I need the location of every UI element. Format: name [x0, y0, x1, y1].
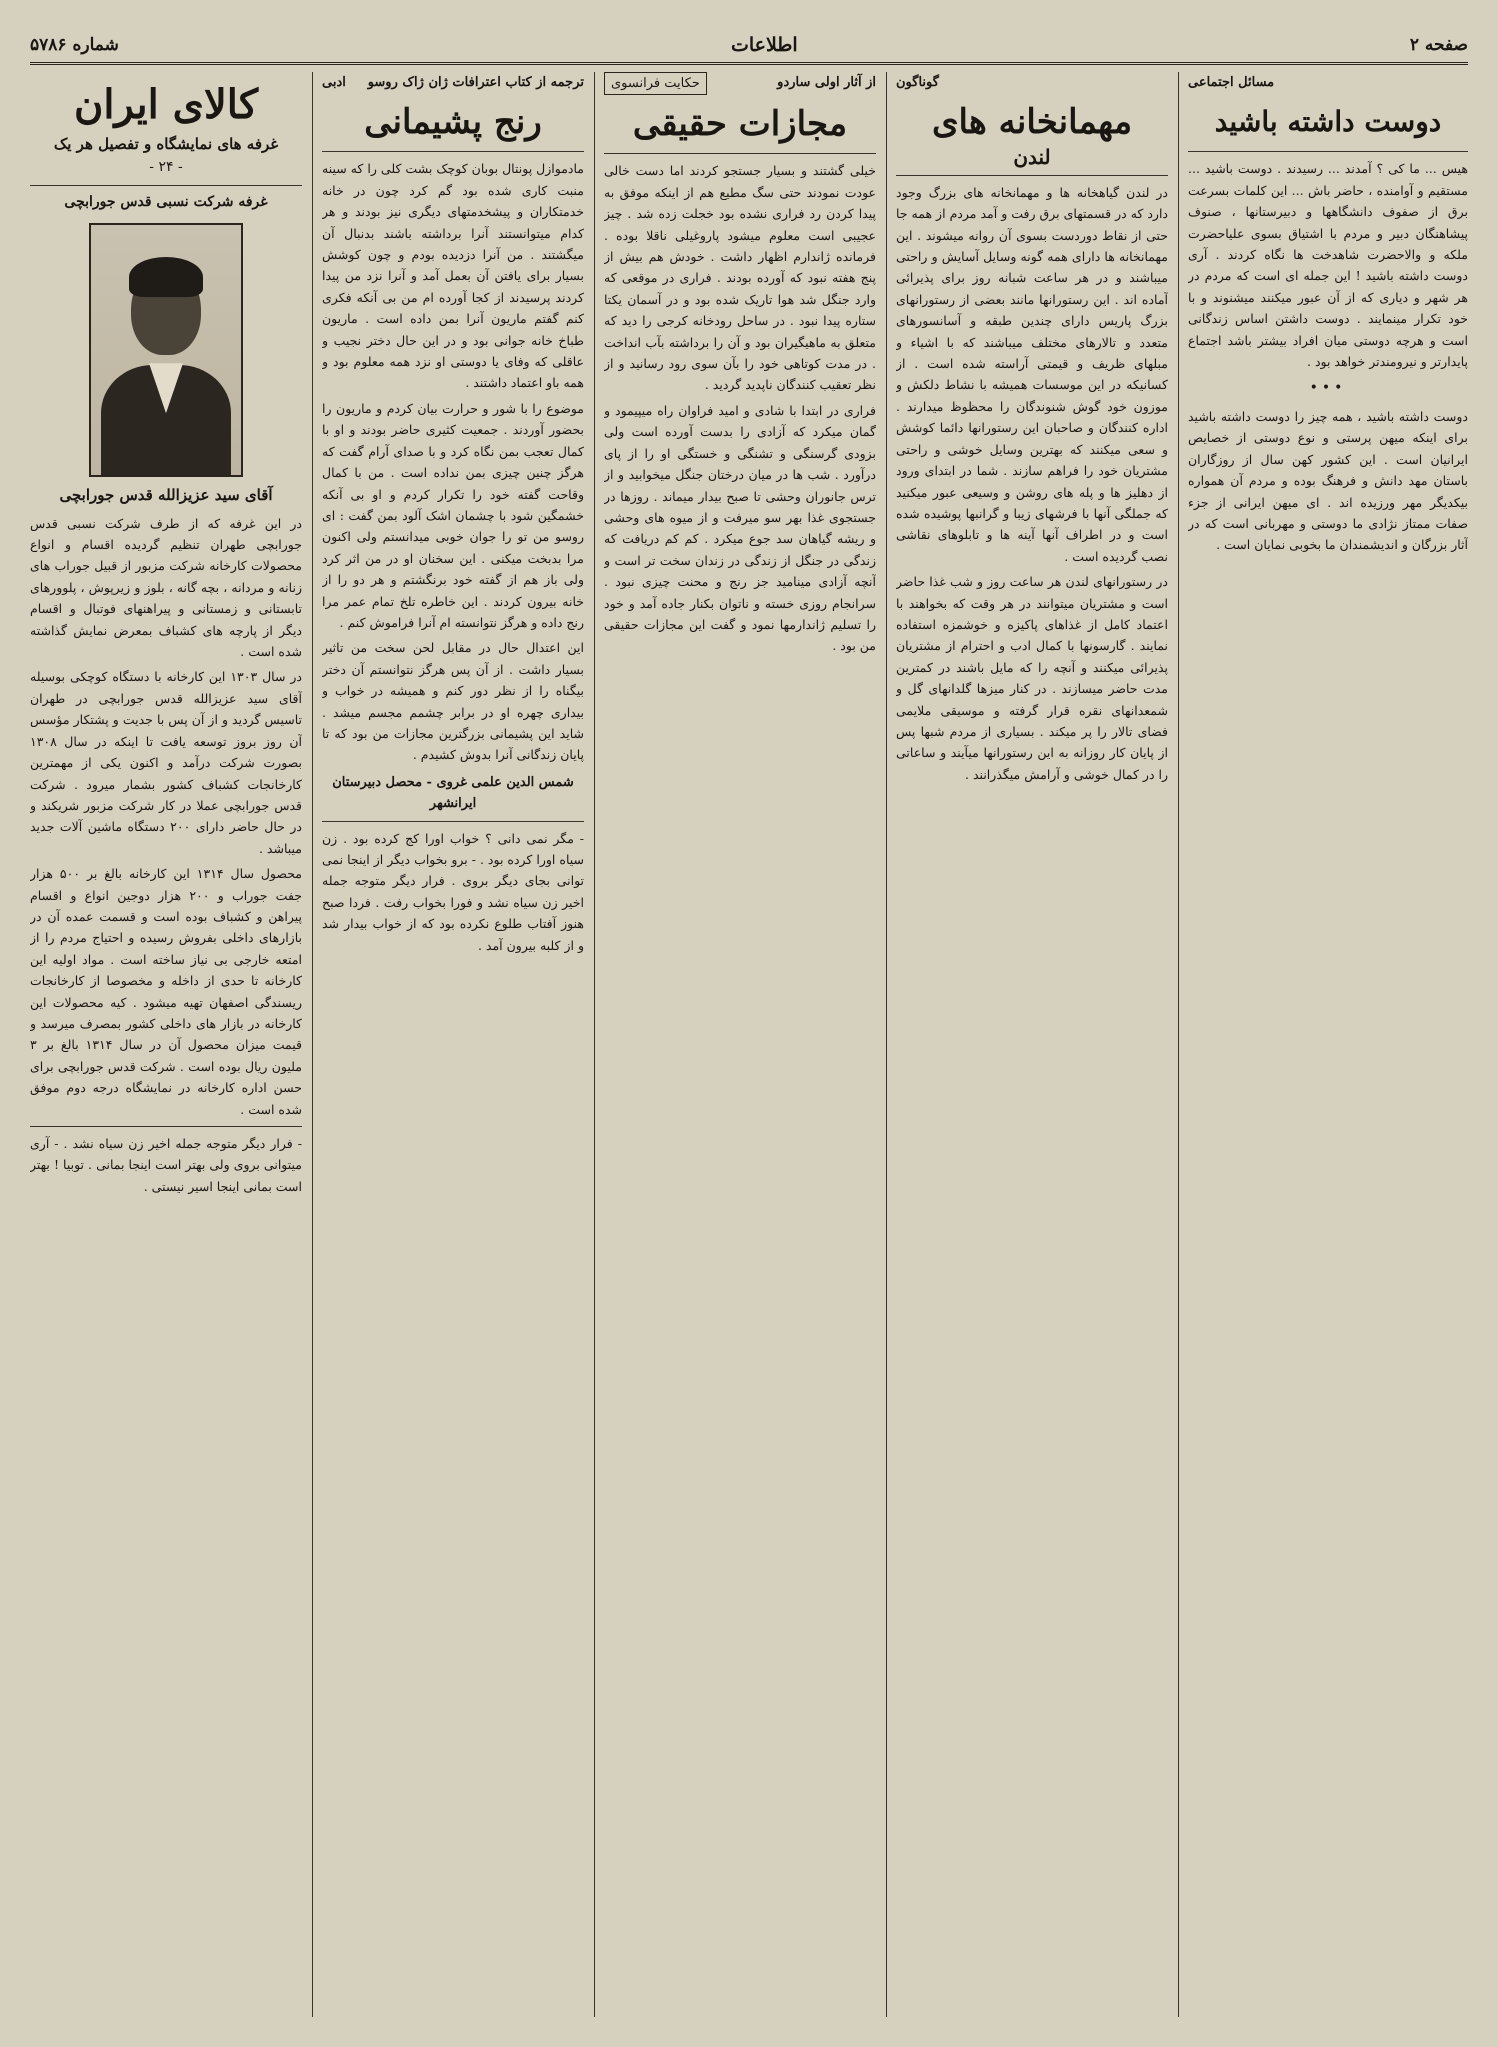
kicker-section: ادبی: [322, 75, 346, 90]
column-kala-iran: [30, 72, 302, 2017]
article-paragraph: موضوع را با شور و حرارت بیان کردم و ماریون را بحضور آوردند . جمعیت کثیری حاضر بودند و او با کمال تعجب بمن نگاه کرد و با صدای آرام گفت که هرگز چنین چیزی بمن نداده است . من با کمال وقاحت گفته خود را تکرار کردم و او بی آنکه خشمگین شود با چشمان اشک آلود بمن گفت : ای روسو من تو را جوان خوبی میدانستم ولی اکنون مرا بدبخت میکنی . این سخنان او در من اثر کرد ولی باز هم از گفته خود برنگشتم و هر دو را از خانه بیرون کردند . این خاطره تلخ تمام عمر مرا رنج داده و هرگز نتوانسته ام آنرا فراموش کنم .: [322, 400, 584, 630]
article-paragraph: فراری در ابتدا با شادی و امید فراوان راه میپیمود و گمان میکرد که آزادی را بدست آورده است ولی بزودی گرسنگی و تشنگی و خستگی او را از پای درآورد . شب ها در میان درختان جنگل میخوابید و از ترس جانوران وحشی تا صبح بیدار میماند . روزها در جستجوی غذا بهر سو میرفت و از میوه های وحشی و ریشه گیاهان سد جوع میکرد . کم کم دریافت که زندگی در جنگل از زندگی در زندان سخت تر است و آنچه آزادی مینامید جز رنج و محنت چیزی نبود . سرانجام روزی خسته و ناتوان بکنار جاده آمد و خود را تسلیم ژاندارمها نمود و گفت این مجازات حقیقی من بود .: [604, 402, 876, 654]
column-subtitle: غرفه های نمایشگاه و تفصیل هر یک: [53, 135, 279, 153]
column-dust-dashte: [1188, 72, 1468, 2017]
section-divider: •••: [1309, 380, 1347, 397]
article-paragraph: در این غرفه که از طرف شرکت نسبی قدس جورابچی طهران تنظیم گردیده اقسام و انواع محصولات کارخانه شرکت مزبور از قبیل جوراب های زنانه و مردانه ، بچه گانه ، بلوز و زیرپوش ، پلوورهای تابستانی و زمستانی و پیراهنهای فوتبال و اقسام دیگر از پارچه های کشباف بمعرض نمایش گذاشته شده است .: [30, 515, 302, 660]
kicker-section: حکایت فرانسوی: [604, 72, 707, 95]
author-signature: شمس الدین علمی غروی - محصل دبیرستان ایرانشهر: [332, 774, 574, 812]
masthead-bar: [30, 28, 1468, 65]
kicker-source: از آثار اولی ساردو: [777, 75, 876, 90]
column-kicker: [322, 72, 584, 93]
page-number: صفحه ۲: [1409, 35, 1468, 55]
article-paragraph: مادموازل پونتال بوبان کوچک بشت کلی را که سینه منبت کاری شده بود گم کرد چون در خانه خدمتکاران و پیشخدمتهای دیگری نیز بودند و هر کدام میتوانستند آنرا برداشته باشند بدنبال آن میگشتند . من آنرا دزدیده بودم و چون کوشش بسیار برای یافتن آن بعمل آمد و آنرا نزد من پیدا کردند پرسیدند از کجا آورده ام من بی آنکه فکری کنم گفتم ماریون آنرا بمن داده است . ماریون طباخ خانه جوانی بود و در این حال دختر نجیب و عاقلی که وفای یا دوستی او نزد همه معلوم بود و همه باو اعتماد داشتند .: [322, 161, 584, 391]
story-continuation: - فرار دیگر متوجه جمله اخیر زن سیاه نشد . - آری میتوانی بروی ولی بهتر است اینجا بمانی . توبیا ! بهتر است بمانی اینجا اسیر نیستی .: [30, 1136, 302, 1194]
kicker-section: گوناگون: [896, 75, 939, 90]
column-kicker: [896, 72, 1168, 93]
column-title: کالای ایران: [73, 81, 259, 128]
column-kicker: [604, 72, 876, 95]
article-paragraph: محصول سال ۱۳۱۴ این کارخانه بالغ بر ۵۰۰ هزار جفت جوراب و ۲۰۰ هزار دوجین انواع و اقسام پیراهن و کشباف بوده است و قسمت عمده آن در بازارهای داخلی بفروش رسیده و احتیاج مردم را از امتعه خارجی بی نیاز ساخته است . مواد اولیه این کارخانه تا حدی از داخله و مخصوصا از کارخانجات ریسندگی اصفهان تهیه میشود . کیه محصولات این کارخانه در بازار های داخلی کشور بمصرف میرسد و قیمت میزان محصول آن در سال ۱۳۱۴ بالغ بر ۳ ملیون ریال بوده است . شرکت قدس جورابچی برای حسن اداره کارخانه در نمایشگاه درجه دوم موفق شده است .: [30, 866, 302, 1117]
column-title: دوست داشته باشید: [1214, 105, 1442, 139]
article-paragraph: در رستورانهای لندن هر ساعت روز و شب غذا حاضر است و مشتریان میتوانند در هر وقت که بخواهند با اعتماد کامل از غذاهای پاکیزه و خوشمزه استفاده نمایند . گارسونها با کمال ادب و احترام از مشتریان پذیرائی میکنند و آنچه را که مایل باشند در کمترین مدت حاضر میسازند . در کنار میزها گلدانهای گل و شمعدانهای نقره قرار گرفته و موسیقی ملایمی فضای تالار را پر میکند . بسیاری از مردم شبها پس از پایان کار روزانه به این رستورانها میآیند و ساعاتی را در کمال خوشی و آرامش میگذرانند .: [896, 574, 1168, 782]
article-paragraph: دوست داشته باشید ، همه چیز را دوست داشته باشید برای اینکه میهن پرستی و نوع دوستی از خصایص ایرانیان است . این کشور کهن سال از روزگاران باستان مهد دانش و فرهنگ بوده و مردم آن همواره بیکدیگر مهر ورزیده اند . ای میهن ایرانی از جزء صفات ممتاز نژادی ما دوستی و مهربانی است که در آثار بزرگان و اندیشمندان ما بخوبی نمایان است .: [1188, 408, 1468, 553]
series-number: - ۲۴ -: [149, 159, 183, 176]
column-mehmankhane: [896, 72, 1168, 2017]
column-mojazat: [604, 72, 876, 2017]
column-kicker: [1188, 72, 1468, 93]
article-paragraph: خیلی گشتند و بسیار جستجو کردند اما دست خالی عودت نمودند حتی سگ مطیع هم از اینکه موفق به پیدا کردن رد فراری نشده بود خجلت زده شد . چیز عجیبی است معلوم میشود پاروغیلی ناقلا بوده . فرمانده ژاندارم اظهار داشت . خودش هم بیش از پنج هفته نبود که آورده بودند . فراری در موقعی که وارد جنگل شد هوا تاریک شده بود و در آسمان یکتا ستاره پیدا نبود . در ساحل رودخانه کرجی را دید که متعلق به ماهیگیران بود و آن را برداشته بآب انداخت . در مدت کوتاهی خود را بآن سوی رود رسانید و از نظر تعقیب کنندگان ناپدید گردید .: [604, 163, 876, 393]
column-title: رنج پشیمانی: [364, 102, 542, 143]
kicker-source: ترجمه از کتاب اعترافات ژان ژاک روسو: [367, 75, 584, 90]
booth-heading: غرفه شرکت نسبی قدس جورابچی: [64, 193, 268, 210]
portrait-photo: [89, 223, 243, 477]
article-paragraph: هیس ... ما کی ؟ آمدند ... رسیدند . دوست باشید ... مستقیم و آوامنده ، حاضر باش ... این کلمات بسرعت برق از صفوف دانشگاهها و دبیرستانها ، صنوف پیشاهنگان دبیر و مردم با اشتیاق بسوی علیاحضرت ملکه و والاحضرت شاهدخت ها نگاه کردند . آری دوست داشته باشید ! این جمله ای است که مردم در هر شهر و دیاری که از آن عبور میکنند میشنوند و با خود تکرار مینمایند . دوست داشتن اساس زندگانی است و هرچه دوستی میان افراد بیشتر باشد اجتماع پایدارتر و نیرومندتر خواهد بود .: [1188, 161, 1468, 370]
article-paragraph: در لندن گیاهخانه ها و مهمانخانه های بزرگ وجود دارد که در قسمتهای برق رفت و آمد مردم از همه جا حتی از نقاط دوردست بسوی آن روانه میشوند . این مهمانخانه ها دارای همه گونه وسایل آسایش و راحتی میباشند و در هر ساعت شبانه روز برای پذیرائی آماده اند . این رستورانها مانند بعضی از رستورانهای بزرگ پاریس دارای چندین طبقه و آسانسورهای متعدد و تالارهای مختلف میباشند که با اشیاء و مبلهای ظریف و قیمتی آراسته شده است . از کسانیکه در این موسسات همیشه با نشاط دلکش و موزون خود گوش شنوندگان را محظوظ میدارند . اداره کنندگان و صاحبان این رستورانها دائما کوشش و سعی میکنند که بهترین وسایل خوشی و راحتی مشتریان خود را فراهم سازند . شما در ابتدای ورود از دهلیز ها و پله های روشن و وسیعی عبور میکنید که جملگی آنها با فرشهای زیبا و گرانبها پوشیده شده است و در اطراف آنها آینه ها و تابلوهای نقاشی نصب گردیده است .: [896, 184, 1168, 564]
article-paragraph: در سال ۱۳۰۳ این کارخانه با دستگاه کوچکی بوسیله آقای سید عزیزالله قدس جورابچی در طهران تاسیس گردید و از آن پس با جدیت و پشتکار مؤسس آن روز بروز توسعه یافت تا اینکه در سال ۱۳۰۸ بصورت شرکت درآمد و اکنون یکی از مهمترین کارخانجات کشباف کشور بشمار میرود . شرکت قدس جورابچی عملا در کار شرکت مزبور شریکند و در حال حاضر دارای ۲۰۰ دستگاه ماشین آلات جدید میباشد .: [30, 669, 302, 856]
photo-caption: آقای سید عزیزالله قدس جورابچی: [59, 486, 273, 505]
column-title: مهمانخانه های: [931, 102, 1133, 143]
story-continuation: - مگر نمی دانی ؟ خواب اورا کج کرده بود . زن سیاه اورا کرده بود . - برو بخواب دیگر از اینجا نمی توانی بجای دیگر بروی . فرار دیگر متوجه جمله اخیر زن سیاه نشد و فورا بخواب رفت . فردا صبح هنوز آفتاب طلوع نکرده بود که از خواب بیدار شد و از کلبه بیرون آمد .: [322, 830, 584, 953]
article-paragraph: این اعتدال حال در مقابل لحن سخت من تاثیر بسیار داشت . از آن پس هرگز نتوانستم آن دختر بیگناه را از نظر دور کنم و همیشه در خواب و بیداری چهره او در برابر چشمم مجسم میشد . شاید این پشیمانی بزرگترین مجازات من بود که تا پایان زندگانی آنرا بدوش کشیدم .: [322, 640, 584, 763]
column-ranj-pashimani: [322, 72, 584, 2017]
kicker-section: مسائل اجتماعی: [1188, 75, 1275, 90]
paper-name: اطلاعات: [730, 34, 798, 56]
column-subtitle: لندن: [1013, 145, 1051, 170]
column-title: مجازات حقیقی: [632, 104, 848, 145]
issue-number: شماره ۵۷۸۶: [30, 35, 119, 55]
